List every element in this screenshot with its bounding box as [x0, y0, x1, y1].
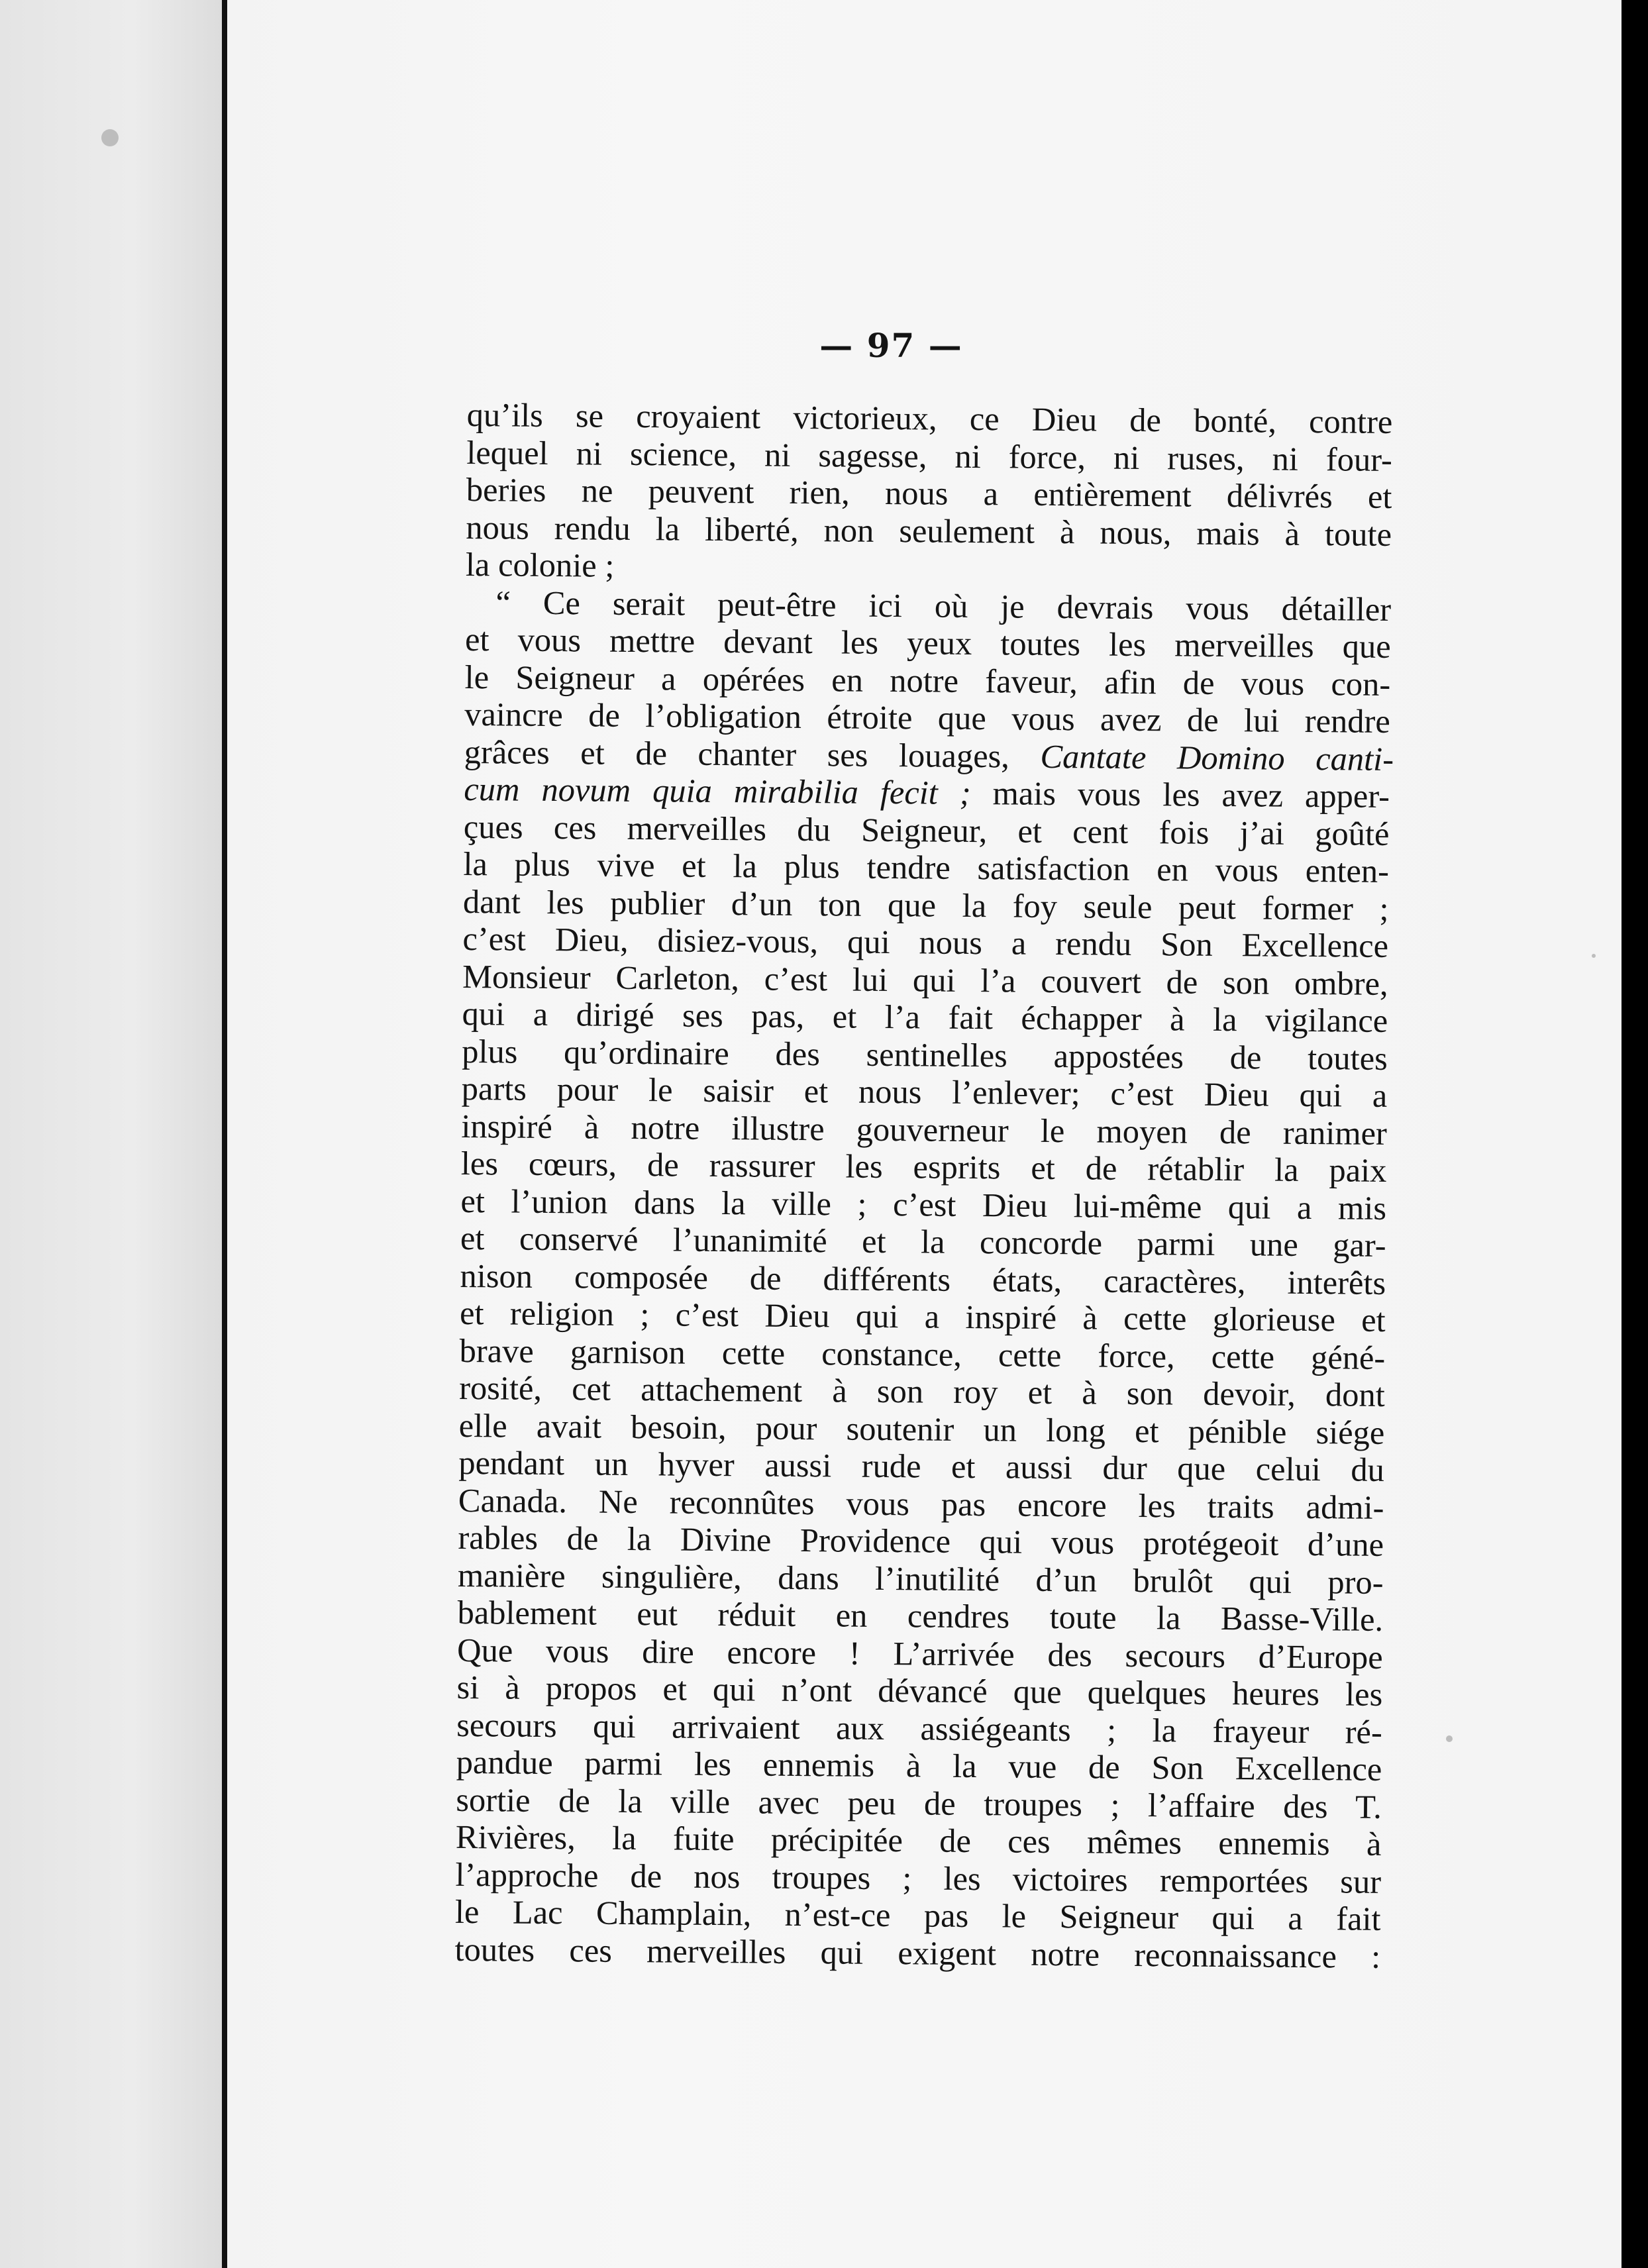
text-line-mixed [464, 770, 1390, 815]
text-line: et religion ; c’est Dieu qui a inspiré à cette glorieuse et [459, 1294, 1386, 1339]
paper-speck [1592, 954, 1596, 958]
text-line: pandue parmi les ennemis à la vue de Son Excellence [456, 1743, 1382, 1788]
latin-quotation: Cantate Domino canti- [1040, 737, 1394, 778]
text-line: Monsieur Carleton, c’est lui qui l’a couvert de son ombre, [462, 957, 1388, 1002]
text-line: parts pour le saisir et nous l’enlever; c’est Dieu qui a [461, 1069, 1388, 1114]
latin-quotation: cum novum quia mirabilia fecit ; [464, 770, 971, 811]
text-line: manière singulière, dans l’inutilité d’un brulôt qui pro- [457, 1556, 1384, 1601]
text-line: toutes ces merveilles qui exigent notre reconnaissance : [454, 1930, 1381, 1975]
text-segment: mais vous les avez apper- [992, 774, 1390, 815]
text-line: brave garnison cette constance, cette force, cette géné- [459, 1331, 1386, 1376]
text-line: la plus vive et la plus tendre satisfaction en vous enten- [463, 845, 1390, 890]
text-line: le Seigneur a opérées en notre faveur, afin de vous con- [464, 658, 1391, 703]
text-line: dant les publier d’un ton que la foy seule peut former ; [462, 882, 1389, 927]
text-line: et conservé l’unanimité et la concorde parmi une gar- [460, 1219, 1386, 1264]
text-line: rosité, cet attachement à son roy et à son devoir, dont [459, 1368, 1386, 1414]
page-number [227, 326, 1622, 365]
facing-page-edge [0, 0, 222, 2268]
paper-speck [1446, 1735, 1453, 1742]
text-line: vaincre de l’obligation étroite que vous avez de lui rendre [464, 695, 1391, 740]
text-line: et vous mettre devant les yeux toutes les merveilles que [464, 620, 1391, 665]
text-line: rables de la Divine Providence qui vous protégeoit d’une [458, 1518, 1384, 1563]
text-line: les cœurs, de rassurer les esprits et de rétablir la paix [460, 1144, 1387, 1189]
text-line: beries ne peuvent rien, nous a entièrement délivrés et [466, 470, 1392, 515]
paper-speck [101, 129, 119, 146]
text-line: et l’union dans la ville ; c’est Dieu lui-même qui a mis [460, 1182, 1387, 1227]
text-line: nous rendu la liberté, non seulement à nous, mais à toute [466, 508, 1392, 553]
text-line: c’est Dieu, disiez-vous, qui nous a rendu Son Excellence [462, 919, 1389, 964]
text-line: Canada. Ne reconnûtes vous pas encore les traits admi- [458, 1481, 1384, 1526]
text-segment: grâces et de chanter ses louages, [464, 733, 1010, 774]
page-number-text: — 97 — [819, 326, 963, 365]
text-line: sortie de la ville avec peu de troupes ; l’affaire des T. [456, 1780, 1382, 1826]
text-line: pendant un hyver aussi rude et aussi dur que celui du [458, 1443, 1385, 1488]
text-line: “ Ce serait peut-être ici où je devrais vous détailler [495, 583, 1392, 628]
text-line: qu’ils se croyaient victorieux, ce Dieu de bonté, contre [466, 396, 1393, 440]
text-line: çues ces merveilles du Seigneur, et cent fois j’ai goûté [463, 807, 1390, 852]
scan-border [1622, 0, 1648, 2268]
text-line: Rivières, la fuite précipitée de ces mêmes ennemis à [455, 1818, 1382, 1863]
text-line: l’approche de nos troupes ; les victoires remportées sur [455, 1855, 1382, 1900]
text-line: qui a dirigé ses pas, et l’a fait échapper à la vigilance [462, 994, 1388, 1039]
text-line: inspiré à notre illustre gouverneur le moyen de ranimer [461, 1107, 1388, 1152]
text-line: Que vous dire encore ! L’arrivée des secours d’Europe [456, 1631, 1383, 1676]
text-line: si à propos et qui n’ont dévancé que quelques heures les [456, 1668, 1383, 1713]
body-text [454, 396, 1393, 1975]
book-gutter [222, 0, 227, 2268]
text-line: elle avait besoin, pour soutenir un long et pénible siége [458, 1406, 1385, 1451]
text-line: le Lac Champlain, n’est-ce pas le Seigneur qui a fait [454, 1892, 1381, 1937]
text-line: la colonie ; [465, 545, 615, 584]
text-line: secours qui arrivaient aux assiégeants ; la frayeur ré- [456, 1706, 1383, 1751]
text-line: bablement eut réduit en cendres toute la Basse-Ville. [457, 1593, 1384, 1638]
text-line: lequel ni science, ni sagesse, ni force, ni ruses, ni four- [466, 433, 1393, 478]
text-line: nison composée de différents états, caractères, interêts [460, 1257, 1386, 1302]
text-line: plus qu’ordinaire des sentinelles appostées de toutes [462, 1032, 1388, 1077]
